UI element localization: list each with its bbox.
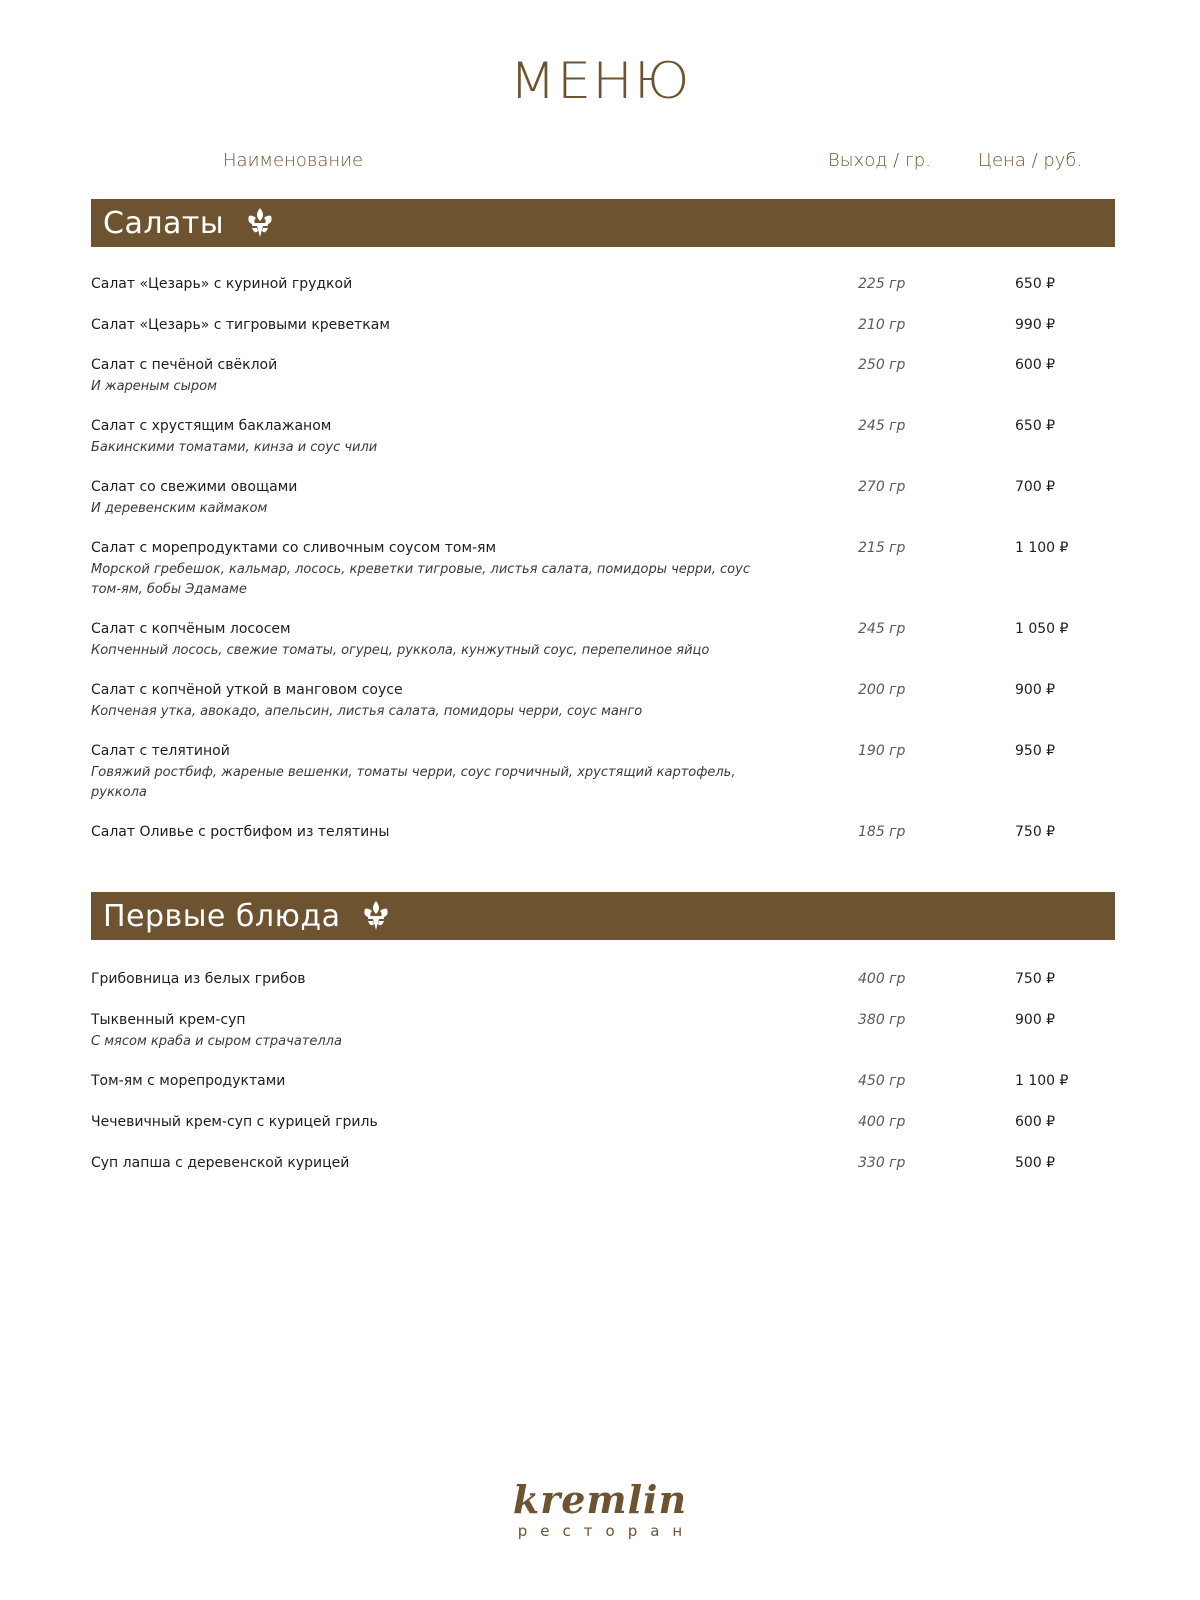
item-weight: 200 гр bbox=[858, 682, 906, 698]
menu-item bbox=[91, 1012, 1115, 1052]
item-weight: 215 гр bbox=[858, 540, 906, 556]
menu-item bbox=[91, 1155, 1115, 1195]
item-name: Том-ям с морепродуктами bbox=[91, 1073, 286, 1089]
item-weight: 380 гр bbox=[858, 1012, 906, 1028]
item-name: Салат «Цезарь» с тигровыми креветкам bbox=[91, 317, 390, 333]
item-weight: 190 гр bbox=[858, 743, 906, 759]
item-name: Салат с телятиной bbox=[91, 743, 230, 759]
item-price: 500 ₽ bbox=[1015, 1155, 1056, 1171]
item-price: 1 100 ₽ bbox=[1015, 540, 1069, 556]
item-name: Салат «Цезарь» с куриной грудкой bbox=[91, 276, 353, 292]
item-price: 650 ₽ bbox=[1015, 418, 1056, 434]
item-description: Копченный лосось, свежие томаты, огурец, руккола, кунжутный соус, перепелиное яйцо bbox=[91, 643, 710, 658]
item-name: Салат с копчёной уткой в манговом соусе bbox=[91, 682, 403, 698]
menu-title: МЕНЮ bbox=[509, 52, 691, 110]
item-price: 650 ₽ bbox=[1015, 276, 1056, 292]
item-price: 700 ₽ bbox=[1015, 479, 1056, 495]
item-name: Грибовница из белых грибов bbox=[91, 971, 306, 987]
item-description: Говяжий ростбиф, жареные вешенки, томаты черри, соус горчичный, хрустящий картофель, руккола bbox=[91, 765, 736, 800]
item-name: Салат с морепродуктами со сливочным соусом том-ям bbox=[91, 540, 497, 556]
section-header-salads bbox=[91, 199, 1115, 247]
item-weight: 330 гр bbox=[858, 1155, 906, 1171]
item-price: 600 ₽ bbox=[1015, 1114, 1056, 1130]
item-name: Салат со свежими овощами bbox=[91, 479, 298, 495]
menu-item bbox=[91, 1073, 1115, 1113]
column-header-name: Наименование bbox=[223, 150, 364, 171]
menu-item bbox=[91, 540, 1115, 600]
item-weight: 250 гр bbox=[858, 357, 906, 373]
item-name: Чечевичный крем-суп с курицей гриль bbox=[91, 1114, 378, 1130]
item-description: И деревенским каймаком bbox=[91, 501, 268, 516]
item-price: 990 ₽ bbox=[1015, 317, 1056, 333]
menu-item bbox=[91, 276, 1115, 316]
item-name: Салат с печёной свёклой bbox=[91, 357, 278, 373]
section-title: Первые блюда bbox=[103, 898, 341, 934]
item-description: Копченая утка, авокадо, апельсин, листья салата, помидоры черри, соус манго bbox=[91, 704, 643, 719]
item-name: Салат Оливье с ростбифом из телятины bbox=[91, 824, 390, 840]
column-header-price: Цена / руб. bbox=[978, 150, 1083, 171]
item-weight: 270 гр bbox=[858, 479, 906, 495]
fleur-de-lis-icon bbox=[246, 207, 274, 239]
item-price: 900 ₽ bbox=[1015, 682, 1056, 698]
item-price: 950 ₽ bbox=[1015, 743, 1056, 759]
item-description: И жареным сыром bbox=[91, 379, 217, 394]
section-header-first-courses bbox=[91, 892, 1115, 940]
menu-item bbox=[91, 743, 1115, 803]
logo-subtitle: ресторан bbox=[517, 1522, 696, 1540]
logo-wordmark: kremlin bbox=[512, 1477, 688, 1522]
item-weight: 185 гр bbox=[858, 824, 906, 840]
item-name: Тыквенный крем-суп bbox=[91, 1012, 246, 1028]
menu-item bbox=[91, 317, 1115, 357]
item-description: С мясом краба и сыром страчателла bbox=[91, 1034, 342, 1049]
item-price: 750 ₽ bbox=[1015, 971, 1056, 987]
menu-item bbox=[91, 824, 1115, 864]
item-name: Салат с хрустящим баклажаном bbox=[91, 418, 332, 434]
menu-item bbox=[91, 1114, 1115, 1154]
item-weight: 400 гр bbox=[858, 1114, 906, 1130]
item-name: Суп лапша с деревенской курицей bbox=[91, 1155, 350, 1171]
item-description: Морской гребешок, кальмар, лосось, креветки тигровые, листья салата, помидоры черри, соус том-ям, бобы Эдамаме bbox=[91, 562, 750, 597]
menu-item bbox=[91, 357, 1115, 397]
item-name: Салат с копчёным лососем bbox=[91, 621, 291, 637]
item-price: 900 ₽ bbox=[1015, 1012, 1056, 1028]
item-weight: 400 гр bbox=[858, 971, 906, 987]
item-weight: 225 гр bbox=[858, 276, 906, 292]
item-description: Бакинскими томатами, кинза и соус чили bbox=[91, 440, 378, 455]
item-weight: 245 гр bbox=[858, 621, 906, 637]
item-weight: 245 гр bbox=[858, 418, 906, 434]
item-price: 750 ₽ bbox=[1015, 824, 1056, 840]
menu-item bbox=[91, 971, 1115, 1011]
item-price: 1 100 ₽ bbox=[1015, 1073, 1069, 1089]
restaurant-logo bbox=[0, 1477, 1200, 1540]
menu-item bbox=[91, 621, 1115, 661]
item-price: 1 050 ₽ bbox=[1015, 621, 1069, 637]
section-title: Салаты bbox=[103, 205, 225, 241]
item-weight: 450 гр bbox=[858, 1073, 906, 1089]
item-weight: 210 гр bbox=[858, 317, 906, 333]
column-header-weight: Выход / гр. bbox=[828, 150, 931, 171]
fleur-de-lis-icon bbox=[362, 900, 390, 932]
item-price: 600 ₽ bbox=[1015, 357, 1056, 373]
menu-item bbox=[91, 418, 1115, 458]
menu-item bbox=[91, 682, 1115, 722]
menu-item bbox=[91, 479, 1115, 519]
